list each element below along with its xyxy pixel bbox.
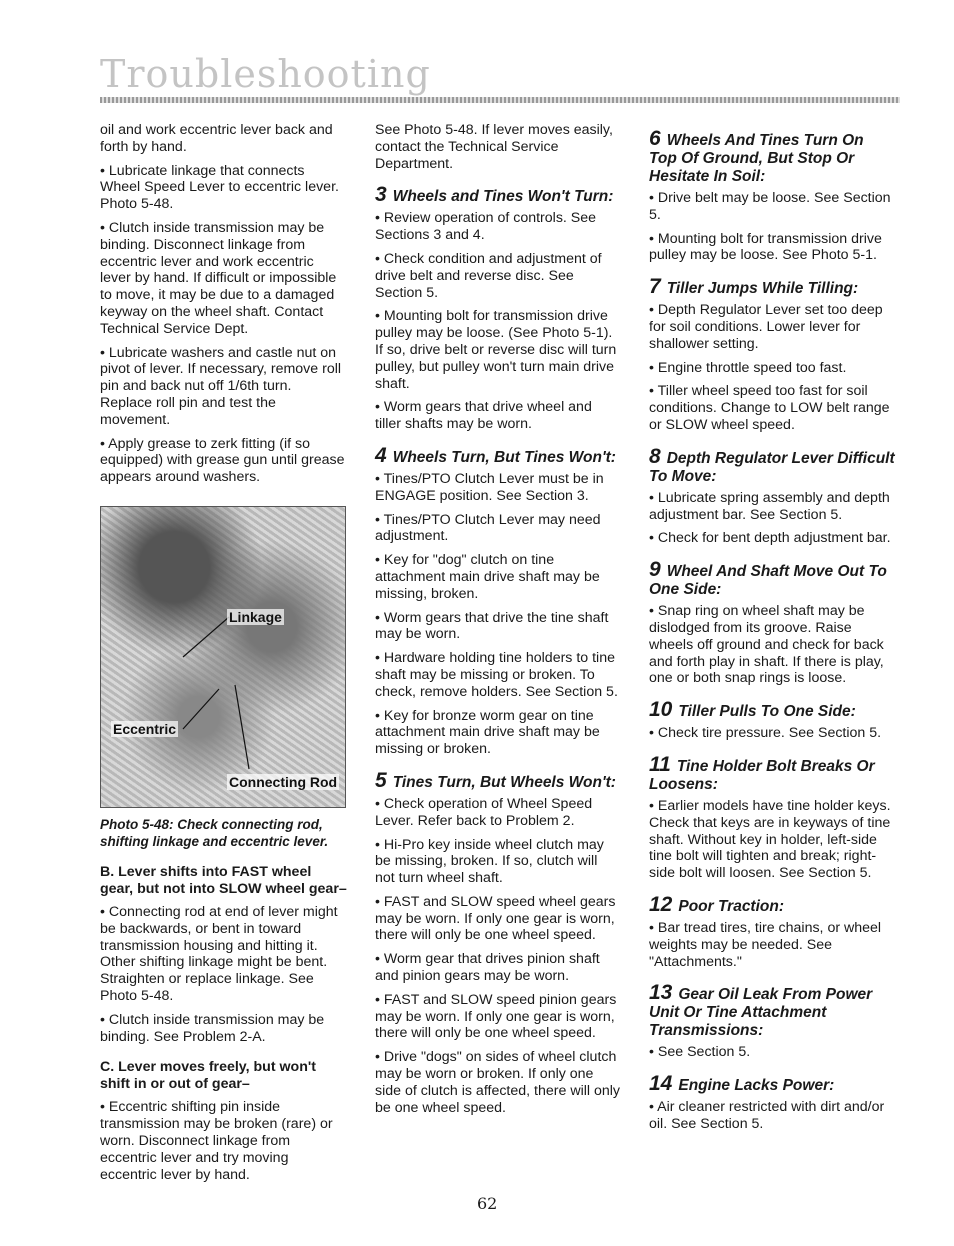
- bullet: • Worm gear that drives pinion shaft and pinion gears may be worn.: [375, 951, 600, 985]
- subheading-c: C. Lever moves freely, but won't shift in or out of gear–: [100, 1059, 316, 1093]
- heading-6: 6 Wheels And Tines Turn On Top Of Ground, But Stop Or Hesitate In Soil:: [649, 127, 864, 185]
- bullet: • Check tire pressure. See Section 5.: [649, 725, 882, 742]
- bullet: • Worm gears that drive wheel and tiller shafts may be worn.: [375, 399, 592, 433]
- heading-14: 14 Engine Lacks Power:: [649, 1072, 835, 1096]
- bullet: • Bar tread tires, tire chains, or wheel weights may be needed. See "Attachments.": [649, 919, 882, 970]
- column-2: [375, 122, 621, 1123]
- bullet: • Earlier models have tine holder keys. Check that keys are in keyways of tine shaft. Without key in holder, left-side tine bolt will tighten and break; right-side bolt will loosen. See Section 5.: [649, 797, 891, 882]
- photo-5-48: [100, 506, 346, 808]
- bullet: • Lubricate linkage that connects Wheel Speed Lever to eccentric lever. Photo 5-48.: [100, 162, 339, 213]
- paragraph: oil and work eccentric lever back and forth by hand.: [100, 122, 333, 155]
- bullet: • See Section 5.: [649, 1044, 751, 1061]
- heading-5: 5 Tines Turn, But Wheels Won't:: [375, 768, 616, 792]
- heading-12: 12 Poor Traction:: [649, 892, 784, 916]
- label-linkage: Linkage: [229, 608, 282, 625]
- photo-pointer-lines: [101, 507, 345, 807]
- bullet: • Mounting bolt for transmission drive pulley may be loose. (See Photo 5-1). If so, drive belt or reverse disc will turn pulley, but pulley won't turn main drive shaft.: [375, 308, 617, 392]
- page-title: Troubleshooting: [100, 52, 431, 96]
- photo-caption: Photo 5-48: Check connecting rod, shifting linkage and eccentric lever.: [100, 816, 329, 849]
- heading-11: 11 Tine Holder Bolt Breaks Or Loosens:: [649, 752, 875, 793]
- bullet: • Tiller wheel speed too fast for soil conditions. Change to LOW belt range or SLOW wheel speed.: [649, 383, 890, 433]
- label-eccentric: Eccentric: [113, 720, 177, 737]
- bullet: • Snap ring on wheel shaft may be dislodged from its groove. Raise wheels off ground and check for back and forth play in shaft. If there is play, one or both snap rings is loose.: [649, 603, 884, 687]
- bullet: • Clutch inside transmission may be binding. See Problem 2-A.: [100, 1011, 325, 1045]
- bullet: • Tines/PTO Clutch Lever may need adjustment.: [375, 511, 601, 545]
- bullet: • Eccentric shifting pin inside transmission may be broken (rare) or worn. Disconnect linkage from eccentric lever and try moving eccentric lever by hand.: [100, 1099, 333, 1183]
- bullet: • Apply grease to zerk fitting (if so equipped) with grease gun until grease appears around washers.: [100, 435, 345, 486]
- column-1: [100, 122, 347, 1190]
- bullet: • Mounting bolt for transmission drive pulley may be loose. See Photo 5-1.: [649, 230, 882, 264]
- bullet: • Depth Regulator Lever set too deep for soil conditions. Lower lever for shallower setting.: [649, 302, 883, 352]
- bullet: • Lubricate spring assembly and depth adjustment bar. See Section 5.: [649, 489, 890, 523]
- page-number: 62: [477, 1194, 498, 1213]
- bullet: • Connecting rod at end of lever might be backwards, or bent in toward transmission housing and hitting it. Other shifting linkage might be bent. Straighten or replace linkage. See Photo 5-48.: [100, 903, 338, 1004]
- bullet: • Air cleaner restricted with dirt and/or oil. See Section 5.: [649, 1099, 885, 1132]
- heading-10: 10 Tiller Pulls To One Side:: [649, 698, 856, 722]
- bullet: • Hardware holding tine holders to tine shaft may be missing or broken. To check, remove holders. See Section 5.: [375, 650, 618, 700]
- column-3: [649, 122, 895, 1140]
- heading-8: 8 Depth Regulator Lever Difficult To Move:: [649, 444, 895, 485]
- paragraph: See Photo 5-48. If lever moves easily, contact the Technical Service Department.: [375, 122, 613, 172]
- bullet: • Tines/PTO Clutch Lever must be in ENGAGE position. See Section 3.: [375, 470, 604, 504]
- bullet: • FAST and SLOW speed pinion gears may be worn. If only one gear is worn, there will only be one wheel speed.: [375, 991, 617, 1042]
- bullet: • Drive "dogs" on sides of wheel clutch may be worn or broken. If only one side of clutch is affected, there will only be one wheel speed.: [375, 1049, 620, 1116]
- heading-4: 4 Wheels Turn, But Tines Won't:: [375, 443, 616, 467]
- bullet: • Engine throttle speed too fast.: [649, 359, 847, 376]
- bullet: • Drive belt may be loose. See Section 5.: [649, 190, 891, 223]
- bullet: • Key for "dog" clutch on tine attachment main drive shaft may be missing, broken.: [375, 552, 600, 602]
- bullet: • Review operation of controls. See Sections 3 and 4.: [375, 210, 597, 244]
- bullet: • Check operation of Wheel Speed Lever. Refer back to Problem 2.: [375, 795, 593, 829]
- bullet: • Worm gears that drive the tine shaft may be worn.: [375, 609, 609, 643]
- heading-13: 13 Gear Oil Leak From Power Unit Or Tine Attachment Transmissions:: [649, 981, 873, 1040]
- bullet: • Key for bronze worm gear on tine attachment main drive shaft may be missing or broken.: [375, 707, 600, 758]
- label-connecting-rod: Connecting Rod: [229, 773, 338, 790]
- bullet: • Check for bent depth adjustment bar.: [649, 530, 891, 547]
- header-rule: [100, 97, 900, 103]
- heading-9: 9 Wheel And Shaft Move Out To One Side:: [649, 558, 887, 599]
- heading-3: 3 Wheels and Tines Won't Turn:: [375, 183, 614, 207]
- subheading-b: B. Lever shifts into FAST wheel gear, but not into SLOW wheel gear–: [100, 863, 347, 897]
- bullet: • Lubricate washers and castle nut on pivot of lever. If necessary, remove roll pin and back nut off 1/6th turn. Replace roll pin and test the movement.: [100, 344, 342, 428]
- bullet: • FAST and SLOW speed wheel gears may be worn. If only one gear is worn, there will only be one wheel speed.: [375, 893, 616, 944]
- bullet: • Hi-Pro key inside wheel clutch may be missing, broken. If so, clutch will not turn wheel shaft.: [375, 836, 604, 887]
- bullet: • Check condition and adjustment of drive belt and reverse disc. See Section 5.: [375, 250, 602, 301]
- bullet: • Clutch inside transmission may be binding. Disconnect linkage from eccentric lever and work eccentric lever by hand. If difficult or impossible to move, it may be due to a damaged keyway on the wheel shaft. Contact Technical Service Dept.: [100, 219, 337, 337]
- heading-7: 7 Tiller Jumps While Tilling:: [649, 275, 859, 299]
